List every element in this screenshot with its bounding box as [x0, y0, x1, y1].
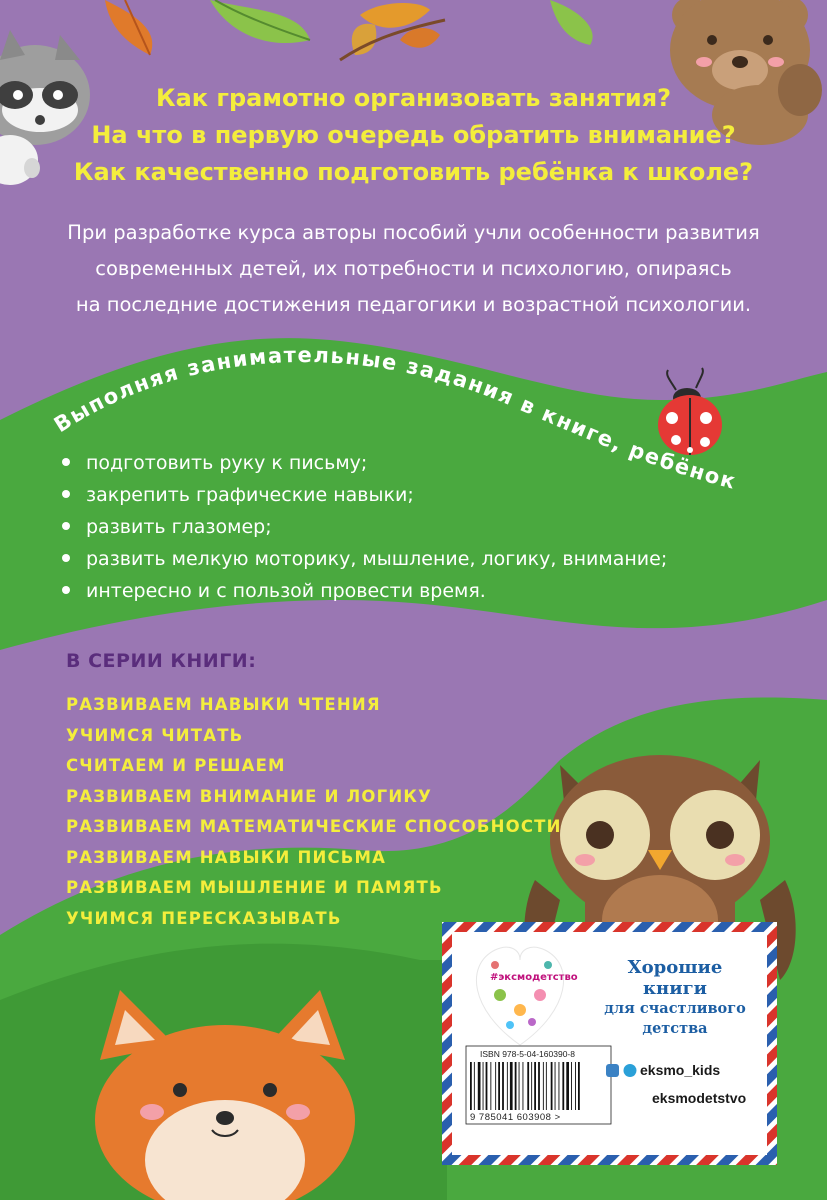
series-heading: В СЕРИИ КНИГИ:: [66, 650, 257, 672]
barcode-bar: [534, 1062, 536, 1110]
slogan-line-2: книги: [643, 978, 707, 999]
publisher-slogan: [600, 957, 750, 1039]
barcode-bar: [571, 1062, 572, 1110]
barcode-bar: [543, 1062, 544, 1110]
barcode-bar: [575, 1062, 576, 1110]
vk-icon: [606, 1064, 619, 1077]
list-item: закрепить графические навыки;: [62, 479, 667, 511]
series-list: [66, 690, 562, 934]
barcode-bar: [551, 1062, 553, 1110]
barcode-bar: [502, 1062, 504, 1110]
arc-heading-text: Выполняя занимательные задания в книге, ребёнок: [49, 343, 740, 494]
series-item: РАЗВИВАЕМ МАТЕМАТИЧЕСКИЕ СПОСОБНОСТИ: [66, 817, 562, 836]
barcode-bar: [470, 1062, 472, 1110]
barcode-bar: [495, 1062, 496, 1110]
series-item: РАЗВИВАЕМ НАВЫКИ ПИСЬМА: [66, 847, 387, 867]
barcode-bar: [527, 1062, 529, 1110]
bullet-dot-icon: [62, 490, 70, 498]
leaf-icon: [105, 0, 593, 60]
barcode-bar: [519, 1062, 520, 1110]
telegram-icon: [624, 1064, 637, 1077]
barcode-bar: [578, 1062, 580, 1110]
barcode-bar: [559, 1062, 560, 1110]
social-handle: eksmo_kids: [640, 1062, 721, 1078]
barcode-bar: [483, 1062, 484, 1110]
barcode-bar: [555, 1062, 556, 1110]
skills-list: [62, 447, 667, 607]
isbn-number: ISBN 978-5-04-160390-8: [480, 1049, 575, 1059]
series-item: РАЗВИВАЕМ НАВЫКИ ЧТЕНИЯ: [66, 695, 381, 714]
barcode-bar: [566, 1062, 569, 1110]
bullet-dot-icon: [62, 554, 70, 562]
bullet-dot-icon: [62, 586, 70, 594]
intro-line-3: на последние достижения педагогики и возрастной психологии.: [75, 293, 752, 316]
barcode-bar: [474, 1062, 475, 1110]
list-item: интересно и с пользой провести время.: [62, 575, 667, 607]
question-2: На что в первую очередь обратить внимание?: [91, 121, 736, 149]
series-item: СЧИТАЕМ И РЕШАЕМ: [66, 756, 286, 775]
list-item: развить мелкую моторику, мышление, логику, внимание;: [62, 543, 667, 575]
series-item: РАЗВИВАЕМ МЫШЛЕНИЕ И ПАМЯТЬ: [66, 878, 443, 897]
barcode-digits: 9 785041 603908 >: [470, 1112, 561, 1123]
intro-line-1: При разработке курса авторы пособий учли особенности развития: [67, 221, 760, 244]
barcode-bar: [538, 1062, 540, 1110]
slogan-line-3: для счастливого: [604, 1000, 746, 1017]
bullet-dot-icon: [62, 458, 70, 466]
slogan-line-1: Хорошие: [627, 957, 723, 978]
barcode-bar: [515, 1062, 517, 1110]
barcode-bar: [486, 1062, 488, 1110]
list-item: развить глазомер;: [62, 511, 667, 543]
barcode-bar: [523, 1062, 524, 1110]
barcode-bar: [478, 1062, 481, 1110]
series-item: РАЗВИВАЕМ ВНИМАНИЕ И ЛОГИКУ: [66, 786, 432, 806]
barcode-bar: [490, 1062, 491, 1110]
series-item: УЧИМСЯ ПЕРЕСКАЗЫВАТЬ: [66, 908, 342, 928]
series-item: УЧИМСЯ ЧИТАТЬ: [66, 725, 244, 745]
question-1: Как грамотно организовать занятия?: [155, 84, 672, 112]
barcode-bar: [546, 1062, 547, 1110]
key-questions: [60, 80, 767, 191]
slogan-line-4: детства: [642, 1020, 708, 1037]
barcode-bar: [562, 1062, 564, 1110]
bullet-dot-icon: [62, 522, 70, 530]
intro-paragraph: [40, 215, 787, 323]
list-item: подготовить руку к письму;: [62, 447, 667, 479]
barcode-bar: [510, 1062, 513, 1110]
question-3: Как качественно подготовить ребёнка к школе?: [73, 158, 754, 186]
site-handle: eksmodetstvo: [652, 1090, 747, 1106]
barcode-bar: [507, 1062, 508, 1110]
barcode-bar: [498, 1062, 500, 1110]
heart-label: #эксмодетство: [490, 972, 578, 983]
barcode-bar: [531, 1062, 532, 1110]
intro-line-2: современных детей, их потребности и психологию, опираясь: [95, 257, 732, 280]
